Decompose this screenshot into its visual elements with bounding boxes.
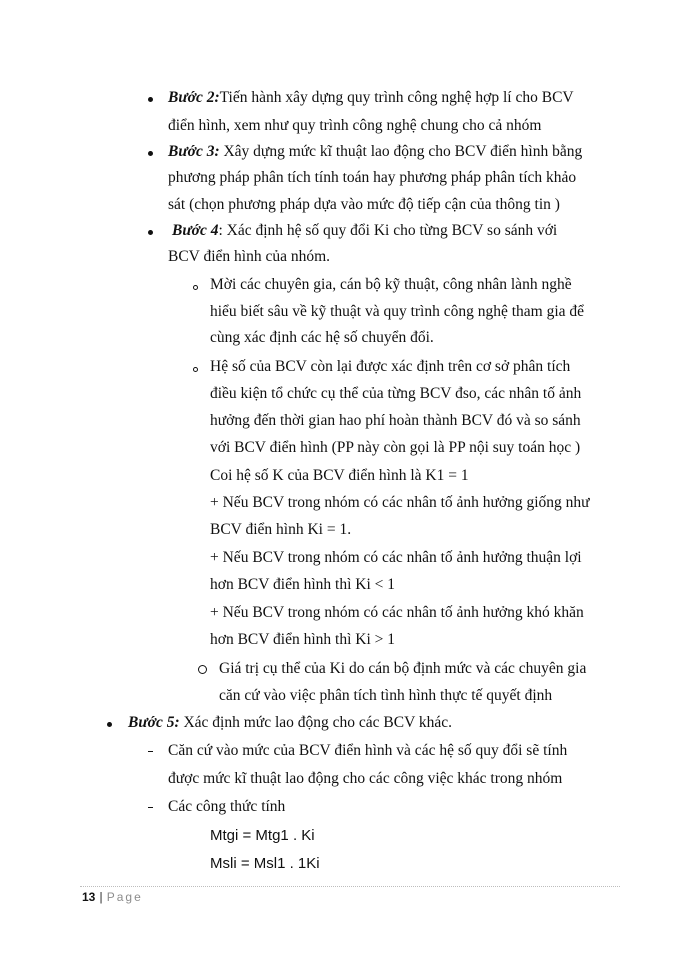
step3-line3: sát (chọn phương pháp dựa vào mức độ tiếp cận của thông tin ) [168,196,560,213]
dash-bullet-icon [148,751,153,752]
step3-label: Bước 3: [168,143,220,160]
step4-sub2-line10: + Nếu BCV trong nhóm có các nhân tố ảnh hưởng khó khăn [210,604,584,621]
step4-sub1-line3: cùng xác định các hệ số chuyển đổi. [210,329,434,346]
step5-dash1-line2: được mức kĩ thuật lao động cho các công việc khác trong nhóm [168,770,563,787]
step4-sub2-line3: hưởng đến thời gian hao phí hoàn thành BCV đó và so sánh [210,412,581,429]
circle-bullet-icon [198,665,207,674]
step4-sub3-line1: Giá trị cụ thể của Ki do cán bộ định mức và các chuyên gia [219,660,587,677]
footer-divider [80,886,620,887]
step4-sub3-line2: căn cứ vào việc phân tích tình hình thực tế quyết định [219,687,553,704]
page-label: Page [106,890,143,904]
bullet-icon [148,97,153,102]
bullet-icon [107,722,112,727]
bullet-icon [148,230,153,235]
step2-line2: điển hình, xem như quy trình công nghệ chung cho cả nhóm [168,117,542,134]
step5-line1: Bước 5: Xác định mức lao động cho các BCV khác. [128,714,453,731]
step4-sub1-line1: Mời các chuyên gia, cán bộ kỹ thuật, công nhân lành nghề [210,276,572,293]
step3-line2: phương pháp phân tích tính toán hay phương pháp phân tích khảo [168,169,577,186]
step4-sub2-line7: BCV điển hình Ki = 1. [210,521,352,538]
step3-line1: Bước 3: Xây dựng mức kĩ thuật lao động cho BCV điển hình bằng [168,143,583,160]
step4-sub2-line6: + Nếu BCV trong nhóm có các nhân tố ảnh hưởng giống như [210,494,590,511]
step4-sub2-line11: hơn BCV điển hình thì Ki > 1 [210,631,396,648]
step4-sub2-line1: Hệ số của BCV còn lại được xác định trên cơ sở phân tích [210,358,571,375]
step4-sub2-line4: với BCV điển hình (PP này còn gọi là PP nội suy toán học ) [210,439,581,456]
step4-line2: BCV điển hình của nhóm. [168,248,331,265]
step4-label: Bước 4 [172,222,219,239]
page-footer [82,889,143,905]
bullet-icon [148,151,153,156]
step2-label: Bước 2: [168,89,220,106]
formula-msli: Msli = Msl1 . 1Ki [210,855,320,872]
step4-sub2-line9: hơn BCV điển hình thì Ki < 1 [210,576,396,593]
step5-dash2: Các công thức tính [168,798,286,815]
circle-bullet-icon [193,285,198,290]
formula-mtgi: Mtgi = Mtg1 . Ki [210,827,315,844]
circle-bullet-icon [193,367,198,372]
step4-sub1-line2: hiểu biết sâu về kỹ thuật và quy trình công nghệ tham gia để [210,303,585,320]
step5-label: Bước 5: [128,714,180,731]
step4-sub2-line2: điều kiện tổ chức cụ thể của từng BCV đso, các nhân tố ảnh [210,385,582,402]
page-number: 13 [82,890,96,904]
step5-dash1-line1: Căn cứ vào mức của BCV điển hình và các hệ số quy đổi sẽ tính [168,742,568,759]
footer-separator: | [99,890,103,904]
step4-sub2-line5: Coi hệ số K của BCV điển hình là K1 = 1 [210,467,469,484]
dash-bullet-icon [148,807,153,808]
step4-sub2-line8: + Nếu BCV trong nhóm có các nhân tố ảnh hưởng thuận lợi [210,549,582,566]
step4-line1: Bước 4: Xác định hệ số quy đổi Ki cho từng BCV so sánh với [172,222,558,239]
step2-line1: Bước 2:Tiến hành xây dựng quy trình công nghệ hợp lí cho BCV [168,89,574,106]
